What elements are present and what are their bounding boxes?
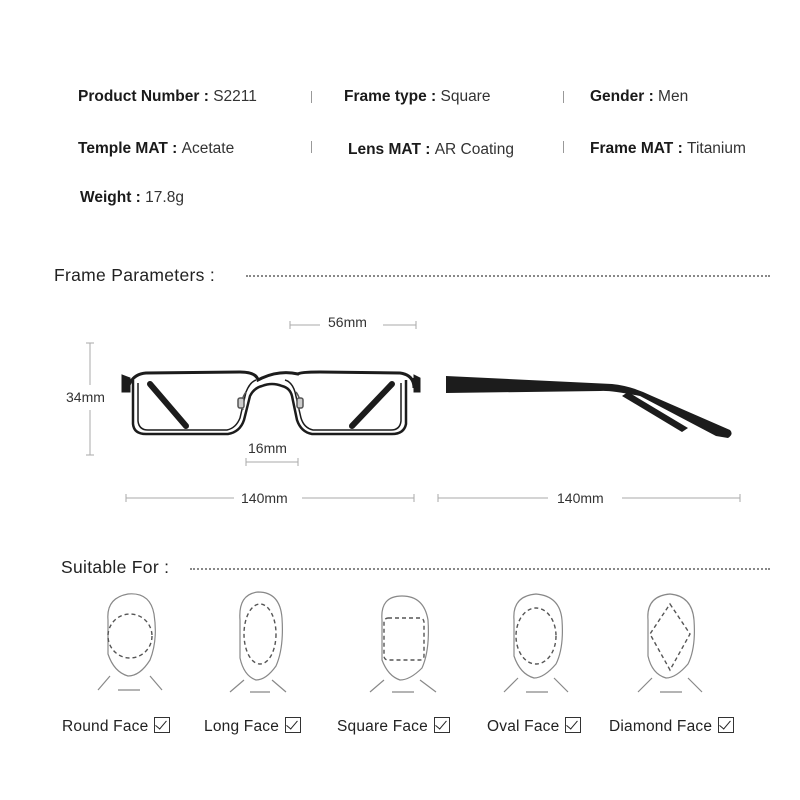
spec-product-number: Product Number : S2211 xyxy=(78,88,257,105)
spec-frame-type: Frame type : Square xyxy=(344,88,491,105)
face-label-text: Diamond Face xyxy=(609,718,713,735)
face-option-oval xyxy=(487,717,581,736)
temple-length-label: 140mm xyxy=(557,490,604,506)
spec-gender: Gender : Men xyxy=(590,88,689,105)
spec-label: Product Number xyxy=(78,88,200,105)
round-face-icon xyxy=(98,594,162,690)
glasses-front-view xyxy=(0,300,800,520)
spec-label: Lens MAT xyxy=(348,141,421,158)
checkbox-checked-icon xyxy=(285,717,301,733)
divider xyxy=(563,91,564,103)
spec-value: Acetate xyxy=(181,140,235,157)
face-option-long xyxy=(204,717,301,736)
long-face-icon xyxy=(230,592,286,692)
face-option-square xyxy=(337,717,450,736)
lens-width-label: 56mm xyxy=(328,314,367,330)
checkbox-checked-icon xyxy=(154,717,170,733)
face-label-text: Square Face xyxy=(337,718,428,735)
spec-value: Titanium xyxy=(687,140,746,157)
face-label-text: Round Face xyxy=(62,718,149,735)
inner-temples xyxy=(150,384,392,426)
face-label-text: Oval Face xyxy=(487,718,560,735)
face-shapes-illustration xyxy=(0,585,800,700)
spec-frame-mat: Frame MAT : Titanium xyxy=(590,140,746,157)
spec-weight: Weight : 17.8g xyxy=(80,189,184,206)
frame-width-label: 140mm xyxy=(241,490,288,506)
spec-temple-mat: Temple MAT : Acetate xyxy=(78,140,235,157)
spec-label: Temple MAT xyxy=(78,140,168,157)
spec-value: S2211 xyxy=(213,88,257,105)
checkbox-checked-icon xyxy=(718,717,734,733)
diamond-face-icon xyxy=(638,594,702,692)
spec-label: Weight xyxy=(80,189,132,206)
spec-label: Frame type xyxy=(344,88,427,105)
spec-value: Square xyxy=(440,88,491,105)
face-label-text: Long Face xyxy=(204,718,280,735)
frame-parameters-title: Frame Parameters : xyxy=(54,265,215,285)
suitable-for-title: Suitable For : xyxy=(61,557,170,577)
glasses-side-view xyxy=(446,376,732,438)
face-option-round xyxy=(62,717,170,736)
spec-label: Frame MAT xyxy=(590,140,674,157)
dotted-divider xyxy=(190,568,770,570)
dotted-divider xyxy=(246,275,770,277)
dimension-lines xyxy=(86,321,740,502)
spec-value: Men xyxy=(658,88,689,105)
spec-value: AR Coating xyxy=(434,141,514,158)
square-face-icon xyxy=(370,596,436,692)
lens-height-label: 34mm xyxy=(66,389,105,405)
divider xyxy=(311,141,312,153)
spec-label: Gender xyxy=(590,88,645,105)
spec-value: 17.8g xyxy=(145,189,184,206)
divider xyxy=(311,91,312,103)
face-option-diamond xyxy=(609,717,734,736)
divider xyxy=(563,141,564,153)
checkbox-checked-icon xyxy=(565,717,581,733)
spec-lens-mat: Lens MAT : AR Coating xyxy=(348,141,514,158)
checkbox-checked-icon xyxy=(434,717,450,733)
bridge-width-label: 16mm xyxy=(248,440,287,456)
oval-face-icon xyxy=(504,594,568,692)
